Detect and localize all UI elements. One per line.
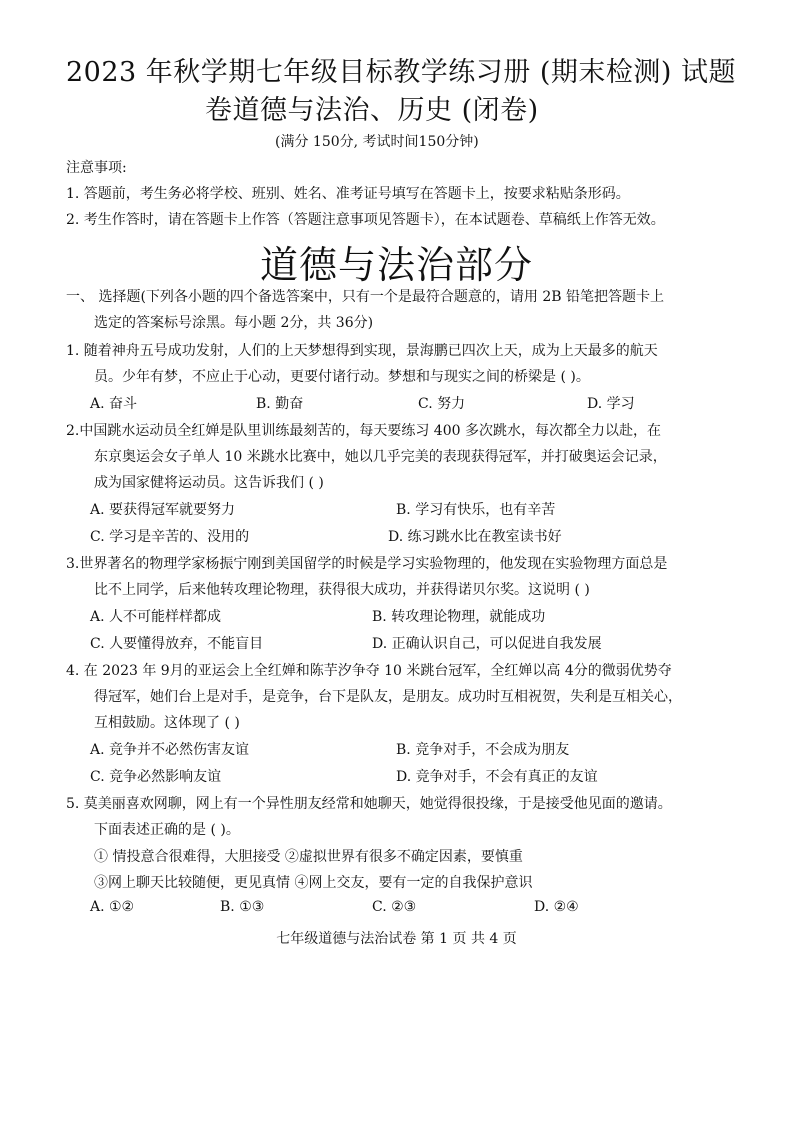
question-5-option-d: D. ②④	[534, 899, 579, 915]
question-2-option-c: C. 学习是辛苦的、没用的	[90, 529, 250, 545]
notes-heading: 注意事项:	[66, 160, 127, 176]
question-2-option-a: A. 要获得冠军就要努力	[90, 502, 236, 518]
question-5-option-c: C. ②③	[372, 899, 417, 915]
question-5-line-2: 下面表述正确的是 ( )。	[94, 822, 240, 838]
question-1-option-b: B. 勤奋	[256, 396, 304, 412]
note-item-2: 2. 考生作答时，请在答题卡上作答（答题注意事项见答题卡），在本试题卷、草稿纸上作答无效。	[66, 212, 665, 228]
exam-title-line-1: 2023 年秋学期七年级目标教学练习册 (期末检测) 试题	[66, 57, 737, 88]
question-2-option-b: B. 学习有快乐，也有辛苦	[396, 502, 556, 518]
question-3-option-c: C. 人要懂得放弃，不能盲目	[90, 636, 264, 652]
question-1-option-d: D. 学习	[587, 396, 635, 412]
question-4-option-d: D. 竞争对手，不会有真正的友谊	[396, 769, 598, 785]
question-1-line-1: 1. 随着神舟五号成功发射，人们的上天梦想得到实现，景海鹏已四次上天，成为上天最多的航天	[66, 343, 658, 359]
question-1-option-c: C. 努力	[418, 396, 466, 412]
question-5-statements-2: ③网上聊天比较随便，更见真情 ④网上交友，要有一定的自我保护意识	[94, 875, 533, 891]
exam-subtitle: (满分 150分, 考试时间150分钟)	[275, 134, 479, 150]
section-title: 道德与法治部分	[259, 243, 533, 287]
question-5-line-1: 5. 莫美丽喜欢网聊，网上有一个异性朋友经常和她聊天，她觉得很投缘，于是接受他见面的邀请。	[66, 796, 672, 812]
question-4-option-b: B. 竞争对手，不会成为朋友	[396, 742, 570, 758]
question-2-option-d: D. 练习跳水比在教室读书好	[388, 529, 562, 545]
question-4-line-2: 得冠军，她们台上是对手，是竞争，台下是队友，是朋友。成功时互相祝贺，失利是互相关心，	[94, 689, 682, 705]
question-4-option-c: C. 竞争必然影响友谊	[90, 769, 222, 785]
question-5-option-a: A. ①②	[90, 899, 135, 915]
question-3-option-d: D. 正确认识自己，可以促进自我发展	[372, 636, 602, 652]
question-3-line-1: 3.世界著名的物理学家杨振宁刚到美国留学的时候是学习实验物理的，他发现在实验物理方面总是	[66, 556, 668, 572]
question-2-line-2: 东京奥运会女子单人 10 米跳水比赛中，她以几乎完美的表现获得冠军，并打破奥运会记录，	[94, 449, 667, 465]
question-4-line-1: 4. 在 2023 年 9月的亚运会上全红婵和陈芋汐争夺 10 米跳台冠军，全红婵以高 4分的微弱优势夺	[66, 663, 672, 679]
part-heading-line-1: 一、 选择题(下列各小题的四个备选答案中，只有一个是最符合题意的，请用 2B 铅笔把答题卡上	[66, 289, 665, 305]
question-3-option-b: B. 转攻理论物理，就能成功	[372, 609, 546, 625]
question-4-option-a: A. 竞争并不必然伤害友谊	[90, 742, 250, 758]
exam-title-line-2: 卷道德与法治、历史 (闭卷)	[205, 95, 539, 126]
part-heading-line-2: 选定的答案标号涂黑。每小题 2分，共 36分)	[94, 315, 374, 331]
question-1-line-2: 员。少年有梦，不应止于心动，更要付诸行动。梦想和与现实之间的桥梁是 ( )。	[94, 369, 590, 385]
question-2-line-3: 成为国家健将运动员。这告诉我们 ( )	[94, 475, 324, 491]
question-2-line-1: 2.中国跳水运动员全红婵是队里训练最刻苦的，每天要练习 400 多次跳水，每次都全力以赴，在	[66, 423, 661, 439]
page-footer: 七年级道德与法治试卷 第 1 页 共 4 页	[276, 931, 517, 947]
question-3-line-2: 比不上同学，后来他转攻理论物理，获得很大成功，并获得诺贝尔奖。这说明 ( )	[94, 582, 590, 598]
question-4-line-3: 互相鼓励。这体现了 ( )	[94, 715, 240, 731]
note-item-1: 1. 答题前，考生务必将学校、班别、姓名、准考证号填写在答题卡上，按要求粘贴条形码。	[66, 186, 630, 202]
question-5-option-b: B. ①③	[220, 899, 265, 915]
question-5-statements-1: ① 情投意合很难得，大胆接受 ②虚拟世界有很多不确定因素，要慎重	[94, 849, 523, 865]
question-3-option-a: A. 人不可能样样都成	[90, 609, 222, 625]
question-1-option-a: A. 奋斗	[90, 396, 138, 412]
